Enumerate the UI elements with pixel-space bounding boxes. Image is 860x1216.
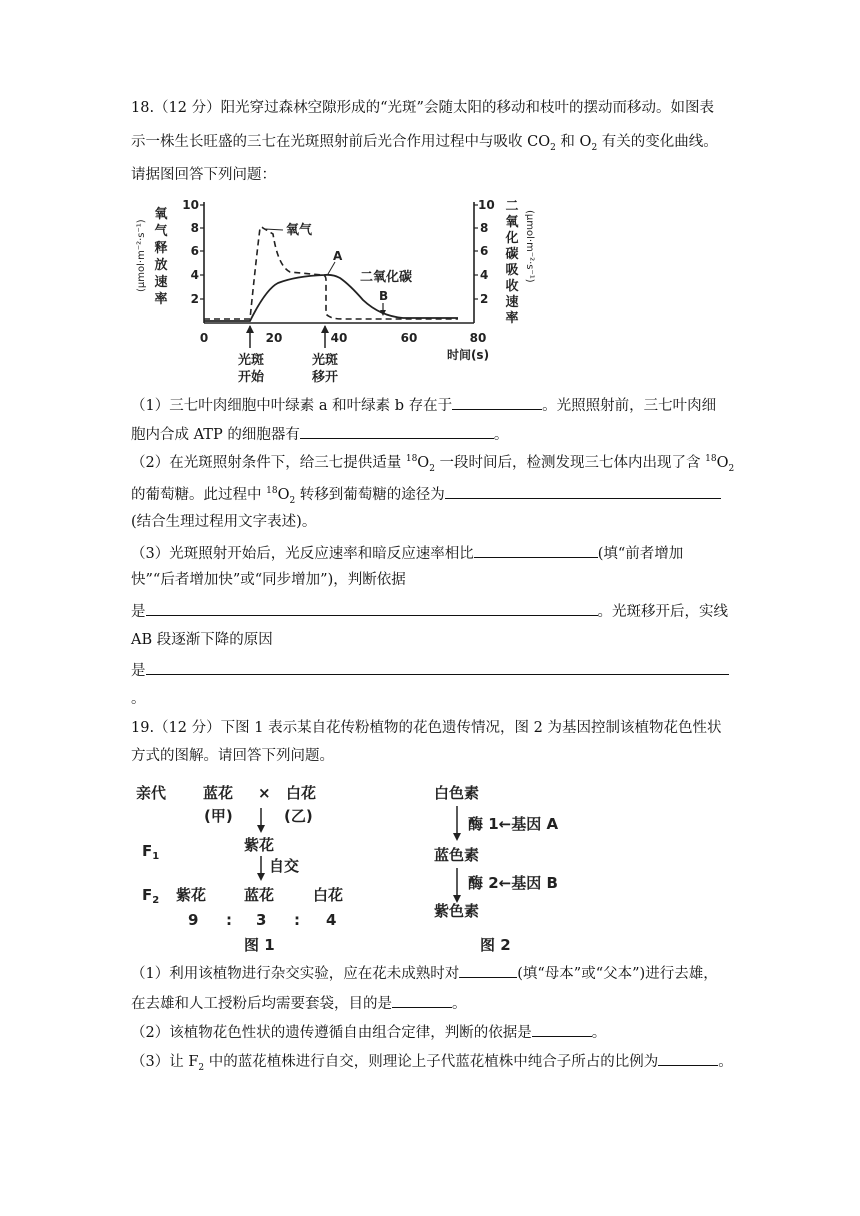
figure2-caption: 图 2 [480, 936, 511, 954]
q18-stem-line1: 18.（12 分）阳光穿过森林空隙形成的“光斑”会随太阳的移动和枝叶的摆动而移动。如图表 [131, 100, 714, 116]
y-tick-left: 10 [182, 198, 199, 212]
q18-part3-line6: 。 [131, 691, 146, 707]
ratio-colon: : [294, 911, 300, 929]
oxygen-curve [204, 227, 458, 319]
answer-blank[interactable] [452, 394, 542, 410]
y-left-unit: (μmol·m⁻²·s⁻¹) [136, 219, 147, 292]
answer-blank[interactable] [459, 962, 517, 978]
y-tick-right: 4 [480, 268, 489, 282]
q18-stem-line2: 示一株生长旺盛的三七在光斑照射前后光合作用过程中与吸收 $CO_2$ 和 $O_2$ 有关的变化曲线。 [131, 134, 718, 153]
answer-blank[interactable] [658, 1050, 718, 1066]
answer-blank[interactable] [445, 483, 721, 499]
y-tick-right: 8 [480, 221, 489, 235]
answer-blank[interactable] [532, 1021, 592, 1037]
q18-part2-line2: 的葡萄糖。此过程中 $^{18}O_2$ 转移到葡萄糖的途径为 [131, 483, 721, 505]
y-tick-right: 6 [480, 244, 489, 258]
x-tick: 60 [400, 331, 418, 345]
light-start-label: 光斑 [237, 353, 265, 368]
y-tick-left: 6 [190, 244, 199, 258]
white-flower-label: 白花 [286, 784, 317, 802]
blue-flower-label: 蓝花 [203, 784, 234, 802]
answer-blank[interactable] [474, 542, 598, 558]
f2-purple-label: 紫花 [176, 886, 207, 904]
answer-blank[interactable] [146, 600, 598, 616]
y-right-label-char: 氧 [505, 215, 519, 230]
y-left-label-char: 气 [154, 224, 168, 239]
y-left-label-char: 率 [154, 292, 168, 307]
q19-part3-line1: （3）让 $F_2$ 中的蓝花植株进行自交，则理论上子代蓝花植株中纯合子所占的比例为 。 [131, 1050, 733, 1072]
q18-stem-line3: 请据图回答下列问题： [131, 167, 276, 183]
blue-pigment-label: 蓝色素 [434, 846, 480, 864]
y-tick-left: 4 [190, 268, 199, 282]
x-tick: 40 [330, 331, 348, 345]
y-tick-left: 8 [190, 221, 199, 235]
x-tick: 20 [265, 331, 283, 345]
answer-blank[interactable] [392, 992, 452, 1008]
enzyme1-label: 酶 1←基因 A [468, 815, 559, 833]
q18-part2-line1: （2）在光斑照射条件下，给三七提供适量 $^{18}O_2$ 一段时间后，检测发现三七体内出现了含 $^{18}O_2$ [131, 454, 735, 474]
genetic-cross-figure [128, 778, 388, 956]
f1-purple-label: 紫花 [244, 836, 275, 854]
q18-part3-line2: 快”“后者增加快”或“同步增加”)，判断依据 [131, 572, 406, 588]
y-right-label-char: 化 [505, 231, 519, 246]
y-right-label-char: 二 [505, 199, 519, 214]
y-right-label-char: 吸 [505, 263, 519, 278]
q18-part3-line3: 是 。光斑移开后，实线 [131, 600, 728, 622]
gene-pathway-figure [430, 778, 610, 956]
cross-symbol: × [258, 784, 271, 802]
answer-blank[interactable] [300, 423, 494, 439]
ratio-white: 4 [326, 911, 337, 929]
ratio-blue: 3 [256, 911, 267, 929]
oxygen-curve-label: 氧气 [286, 223, 313, 238]
parents-label: 亲代 [136, 784, 167, 802]
q19-stem-line1: 19.（12 分）下图 1 表示某自花传粉植物的花色遗传情况，图 2 为基因控制该植物花色性状 [131, 720, 722, 736]
x-axis-label: 时间(s) [446, 348, 490, 362]
answer-blank[interactable] [146, 659, 729, 675]
light-start-label: 开始 [237, 370, 265, 385]
q19-part1-line1: （1）利用该植物进行杂交实验，应在花未成熟时对 (填“母本”或“父本”)进行去雄， [131, 962, 718, 984]
purple-pigment-label: 紫色素 [434, 902, 480, 920]
light-end-label: 移开 [311, 370, 339, 385]
x-tick: 0 [199, 331, 209, 345]
y-tick-right: 10 [478, 198, 495, 212]
y-tick-left: 2 [190, 292, 199, 306]
selfing-label: 自交 [269, 857, 300, 875]
q19-part2-line1: （2）该植物花色性状的遗传遵循自由组合定律，判断的依据是 。 [131, 1021, 606, 1043]
y-right-label-char: 速 [505, 295, 519, 310]
f1-label: $F_1$ [142, 842, 160, 862]
point-b-label: B [379, 289, 389, 303]
y-left-label-char: 放 [154, 258, 168, 273]
y-right-label-char: 率 [505, 311, 519, 326]
parent-jia-label: (甲) [204, 807, 233, 825]
co2-curve [204, 275, 458, 321]
ratio-colon: : [226, 911, 232, 929]
y-right-unit: (μmol·m⁻²·s⁻¹) [524, 210, 535, 283]
white-pigment-label: 白色素 [434, 784, 480, 802]
y-tick-right: 2 [480, 292, 489, 306]
y-left-label-char: 速 [154, 275, 168, 290]
q18-part3-line5: 是 [131, 659, 729, 681]
q18-part1-line2: 胞内合成 ATP 的细胞器有 。 [131, 423, 508, 445]
f2-blue-label: 蓝花 [244, 886, 275, 904]
q18-part3-line4: AB 段逐渐下降的原因 [131, 632, 273, 648]
q18-part2-line3: (结合生理过程用文字表述)。 [131, 514, 317, 530]
y-right-label-char: 收 [505, 279, 519, 294]
q19-part1-line2: 在去雄和人工授粉后均需要套袋，目的是 。 [131, 992, 467, 1014]
q18-part1-line1: （1）三七叶肉细胞中叶绿素 a 和叶绿素 b 存在于 。光照照射前，三七叶肉细 [131, 394, 716, 416]
light-end-label: 光斑 [311, 353, 339, 368]
ratio-purple: 9 [188, 911, 199, 929]
y-left-label-char: 释 [154, 241, 168, 256]
point-a-label: A [333, 249, 343, 263]
x-tick: 80 [469, 331, 487, 345]
enzyme2-label: 酶 2←基因 B [468, 874, 558, 892]
f2-white-label: 白花 [313, 886, 344, 904]
figure1-caption: 图 1 [244, 936, 275, 954]
y-right-label-char: 碳 [505, 247, 519, 262]
f2-label: $F_2$ [142, 886, 160, 906]
y-left-label-char: 氧 [154, 207, 168, 222]
parent-yi-label: (乙) [284, 807, 313, 825]
co2-curve-label: 二氧化碳 [360, 270, 413, 285]
photosynthesis-rate-graph [128, 190, 535, 390]
q19-stem-line2: 方式的图解。请回答下列问题。 [131, 748, 334, 764]
q18-part3-line1: （3）光斑照射开始后，光反应速率和暗反应速率相比 (填“前者增加 [131, 542, 683, 564]
